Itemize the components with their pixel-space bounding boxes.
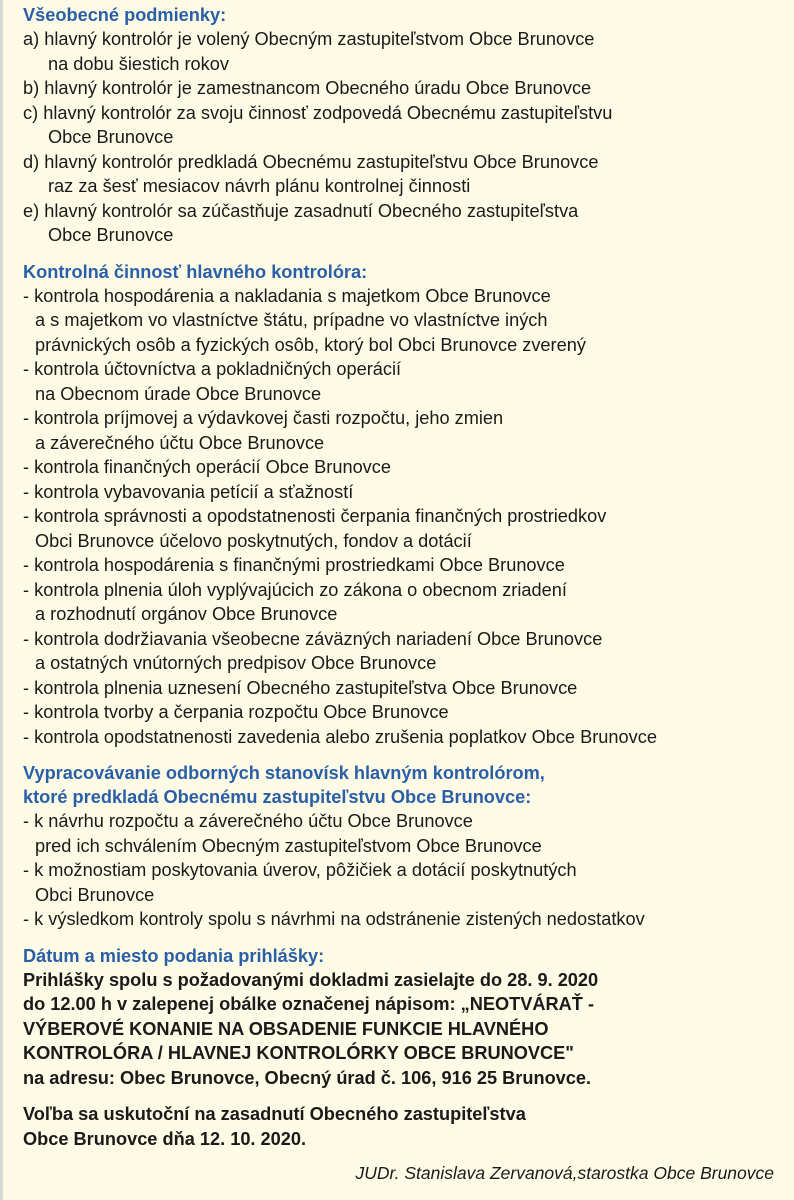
list-item: - kontrola plnenia úloh vyplývajúcich zo zákona o obecnom zriadení (23, 579, 567, 600)
list-item: - kontrola opodstatnenosti zavedenia alebo zrušenia poplatkov Obce Brunovce (23, 726, 657, 747)
list-item: a) hlavný kontrolór je volený Obecným zastupiteľstvom Obce Brunovce (23, 29, 595, 49)
section-heading-application-date: Dátum a miesto podania prihlášky: (23, 945, 325, 966)
list-item-continuation: Obci Brunovce účelovo poskytnutých, fondov a dotácií (35, 530, 472, 551)
list-item-continuation: na Obecnom úrade Obce Brunovce (35, 383, 322, 404)
list-item: - kontrola dodržiavania všeobecne záväzných nariadení Obce Brunovce (23, 628, 603, 649)
list-item-continuation: na dobu šiestich rokov (48, 53, 229, 74)
list-item: - k možnostiam poskytovania úverov, pôžičiek a dotácií poskytnutých (23, 860, 577, 880)
election-text-line: Obce Brunovce dňa 12. 10. 2020. (23, 1128, 307, 1149)
list-item: b) hlavný kontrolór je zamestnancom Obecného úradu Obce Brunovce (23, 78, 592, 98)
application-text-line: Prihlášky spolu s požadovanými dokladmi zasielajte do 28. 9. 2020 (23, 969, 599, 990)
election-text-line: Voľba sa uskutoční na zasadnutí Obecného zastupiteľstva (23, 1104, 526, 1124)
document-content (23, 3, 793, 1151)
section-heading-control-activity: Kontrolná činnosť hlavného kontrolóra: (23, 261, 368, 282)
list-item: - kontrola tvorby a čerpania rozpočtu Obce Brunovce (23, 702, 449, 722)
signature: JUDr. Stanislava Zervanová,starostka Obce Brunovce (355, 1163, 774, 1183)
list-item: d) hlavný kontrolór predkladá Obecnému zastupiteľstvu Obce Brunovce (23, 151, 599, 172)
list-item-continuation: raz za šesť mesiacov návrh plánu kontrolnej činnosti (48, 176, 471, 196)
list-item-continuation: Obci Brunovce (35, 884, 155, 905)
list-item: c) hlavný kontrolór za svoju činnosť zodpovedá Obecnému zastupiteľstvu (23, 102, 613, 123)
list-item: - kontrola účtovníctva a pokladničných operácií (23, 359, 402, 379)
list-item-continuation: pred ich schválením Obecným zastupiteľstvom Obce Brunovce (35, 835, 542, 856)
list-item: - kontrola hospodárenia a nakladania s majetkom Obce Brunovce (23, 285, 551, 306)
list-item-continuation: a rozhodnutí orgánov Obce Brunovce (35, 604, 338, 624)
application-text-line: na adresu: Obec Brunovce, Obecný úrad č. 106, 916 25 Brunovce. (23, 1067, 592, 1088)
application-text-line: VÝBEROVÉ KONANIE NA OBSADENIE FUNKCIE HLAVNÉHO (23, 1018, 549, 1039)
list-item-continuation: právnických osôb a fyzických osôb, ktorý bol Obci Brunovce zverený (35, 334, 586, 355)
list-item: - kontrola plnenia uznesení Obecného zastupiteľstva Obce Brunovce (23, 677, 578, 698)
list-item: e) hlavný kontrolór sa zúčastňuje zasadnutí Obecného zastupiteľstva (23, 200, 579, 221)
list-item: - kontrola vybavovania petícií a sťažností (23, 481, 354, 502)
list-item: - kontrola správnosti a opodstatnenosti čerpania finančných prostriedkov (23, 506, 607, 526)
list-item-continuation: a s majetkom vo vlastníctve štátu, prípadne vo vlastníctve iných (35, 310, 548, 330)
list-item-continuation: a záverečného účtu Obce Brunovce (35, 432, 325, 453)
section-heading-expert-opinions: Vypracovávanie odborných stanovísk hlavným kontrolórom, (23, 763, 545, 783)
list-item-continuation: Obce Brunovce (48, 225, 174, 245)
list-item: - kontrola finančných operácií Obce Brunovce (23, 457, 391, 477)
application-text-line: do 12.00 h v zalepenej obálke označenej nápisom: „NEOTVÁRAŤ - (23, 994, 595, 1014)
section-heading-general-conditions: Všeobecné podmienky: (23, 5, 227, 25)
list-item: - kontrola hospodárenia s finančnými prostriedkami Obce Brunovce (23, 555, 565, 575)
list-item: - k výsledkom kontroly spolu s návrhmi na odstránenie zistených nedostatkov (23, 909, 645, 929)
application-text-line: KONTROLÓRA / HLAVNEJ KONTROLÓRKY OBCE BRUNOVCE" (23, 1043, 574, 1063)
list-item-continuation: Obce Brunovce (48, 127, 174, 147)
list-item-continuation: a ostatných vnútorných predpisov Obce Brunovce (35, 653, 437, 673)
list-item: - kontrola príjmovej a výdavkovej časti rozpočtu, jeho zmien (23, 408, 504, 428)
section-heading-expert-opinions-line2: ktoré predkladá Obecnému zastupiteľstvu Obce Brunovce: (23, 787, 532, 807)
list-item: - k návrhu rozpočtu a záverečného účtu Obce Brunovce (23, 811, 473, 831)
